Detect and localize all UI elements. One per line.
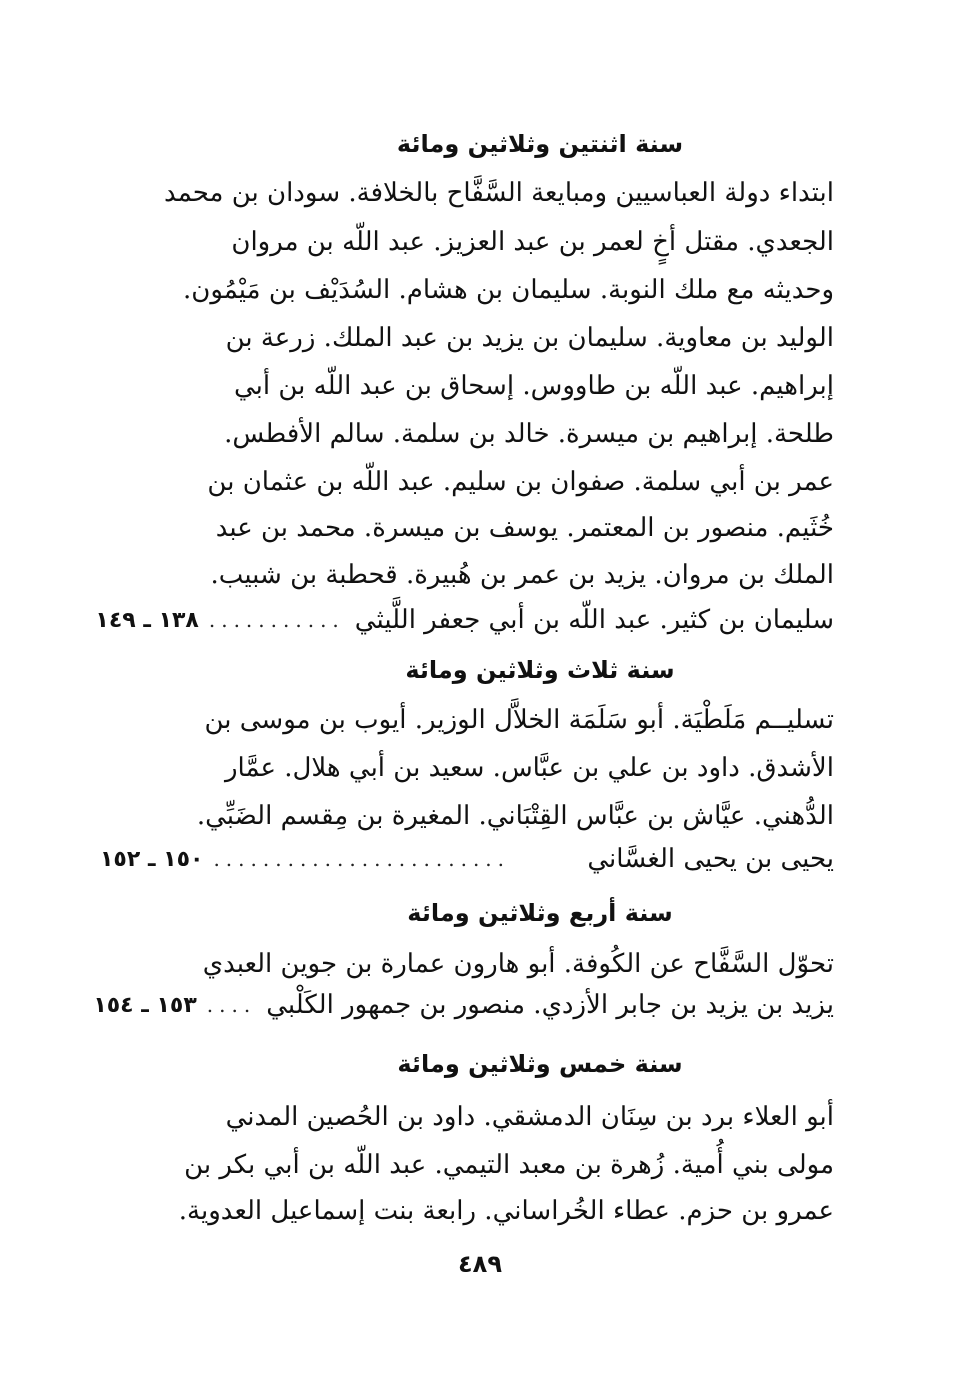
- entry-last-line: يحيى بن يحيى الغسَّاني: [587, 844, 834, 874]
- dot-leader: ....: [206, 993, 257, 1017]
- page-range: ١٥٠ ـ ١٥٢: [100, 846, 204, 872]
- text-line: خُثَيم. منصور بن المعتمر. يوسف بن ميسرة. محمد بن عبد: [215, 513, 834, 543]
- text-line: أبو العلاء برد بن سِنَان الدمشقي. داود بن الحُصين المدني: [225, 1102, 834, 1132]
- text-line: الملك بن مروان. يزيد بن عمر بن هُبيرة. قحطبة بن شبيب.: [210, 560, 834, 590]
- entry-last-line: يزيد بن يزيد بن جابر الأزدي. منصور بن جمهور الكَلْبي: [266, 990, 834, 1020]
- text-line: وحديثه مع ملك النوبة. سليمان بن هشام. السُدَيْف بن مَيْمُون.: [182, 275, 834, 305]
- text-line: إبراهيم. عبد اللّه بن طاووس. إسحاق بن عبد اللّه بن أبي: [233, 371, 834, 401]
- section-heading-132: سنة اثنتين وثلاثين ومائة: [396, 130, 684, 158]
- text-line: الجعدي. مقتل أخٍ لعمر بن عبد العزيز. عبد اللّه بن مروان: [231, 227, 834, 257]
- page-range: ١٥٣ ـ ١٥٤: [93, 992, 197, 1018]
- text-line: الدُّهني. عيَّاش بن عبَّاس القِتْبَاني. المغيرة بن مِقسم الضَبِّي.: [196, 801, 834, 831]
- text-line: الوليد بن معاوية. سليمان بن يزيد بن عبد الملك. زرعة بن: [225, 323, 834, 353]
- text-line: تحوّل السَّفَّاح عن الكُوفة. أبو هارون عمارة بن جوين العبدي: [202, 949, 834, 979]
- dot-leader: ...........: [208, 608, 345, 632]
- page-range: ١٣٨ ـ ١٤٩: [95, 607, 199, 633]
- text-line: ابتداء دولة العباسيين ومبايعة السَّفَّاح بالخلافة. سودان بن محمد: [164, 178, 834, 208]
- page-number: ٤٨٩: [458, 1250, 502, 1278]
- entry-last-line: سليمان بن كثير. عبد اللّه بن أبي جعفر اللَّيثي: [354, 605, 834, 635]
- text-line: عمرو بن حزم. عطاء الخُراساني. رابعة بنت إسماعيل العدوية.: [178, 1196, 834, 1226]
- dot-leader: ........................: [213, 847, 511, 871]
- section-heading-134: سنة أربع وثلاثين ومائة: [407, 899, 673, 927]
- text-line: عمر بن أبي سلمة. صفوان بن سليم. عبد اللّه بن عثمان بن: [207, 467, 834, 497]
- text-line: مولى بني أُمية. زُهرة بن معبد التيمي. عبد اللّه بن أبي بكر بن: [184, 1150, 834, 1180]
- text-line: تسليــم مَلَطْيَة. أبو سَلَمَة الخلاَّل الوزير. أيوب بن موسى بن: [204, 705, 834, 735]
- section-heading-133: سنة ثلاث وثلاثين ومائة: [405, 656, 675, 684]
- section-heading-135: سنة خمس وثلاثين ومائة: [397, 1050, 683, 1078]
- toc-entry-133[interactable]: [100, 841, 834, 877]
- text-line: طلحة. إبراهيم بن ميسرة. خالد بن سلمة. سالم الأفطس.: [224, 419, 834, 449]
- toc-entry-132[interactable]: [95, 602, 834, 638]
- toc-entry-134[interactable]: [93, 987, 834, 1023]
- text-line: الأشدق. داود بن علي بن عبَّاس. سعيد بن أبي هلال. عمَّار: [224, 753, 834, 783]
